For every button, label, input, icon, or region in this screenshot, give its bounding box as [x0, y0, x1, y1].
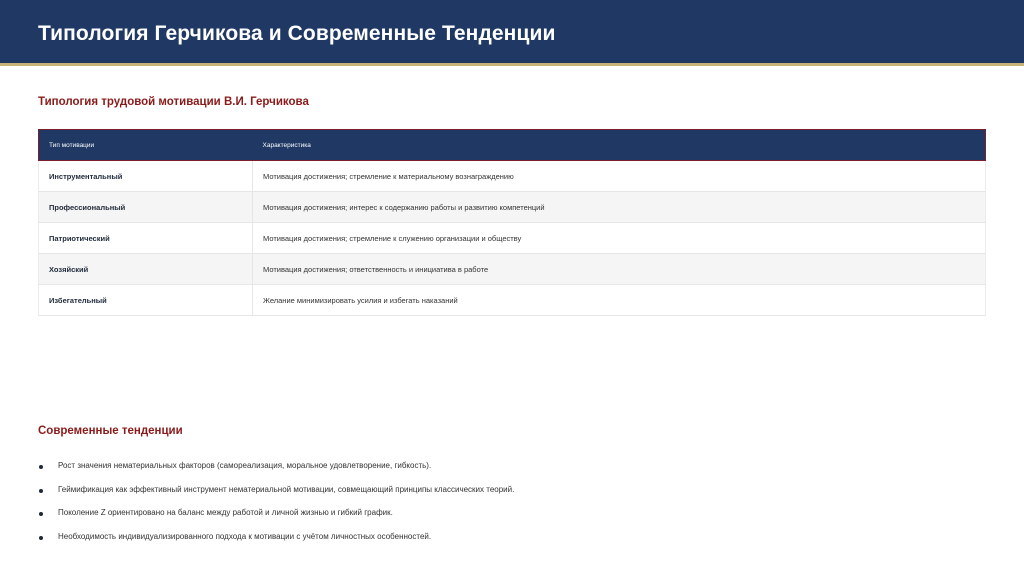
table-header-row — [39, 130, 986, 161]
type-cell: Избегательный — [39, 285, 253, 316]
table-row — [39, 161, 986, 192]
table-row — [39, 285, 986, 316]
list-item-text: Рост значения нематериальных факторов (самореализация, моральное удовлетворение, гибкость). — [58, 461, 432, 470]
column-header-type: Тип мотивации — [39, 130, 253, 161]
type-cell: Инструментальный — [39, 161, 253, 192]
table-row — [39, 254, 986, 285]
description-cell: Мотивация достижения; стремление к служению организации и обществу — [253, 223, 986, 254]
table-row — [39, 192, 986, 223]
column-header-description: Характеристика — [253, 130, 986, 161]
type-cell: Хозяйский — [39, 254, 253, 285]
bullet-icon — [39, 512, 43, 516]
bullet-icon — [39, 489, 43, 493]
trends-list — [38, 456, 978, 550]
table-row — [39, 223, 986, 254]
section-title-typology: Типология трудовой мотивации В.И. Герчикова — [38, 96, 309, 108]
list-item-text: Геймификация как эффективный инструмент нематериальной мотивации, совмещающий принципы классических теорий. — [58, 484, 515, 494]
motivation-table — [38, 129, 986, 316]
list-item — [38, 527, 978, 551]
bullet-icon — [39, 465, 43, 469]
section-title-trends: Современные тенденции — [38, 425, 183, 437]
description-cell: Желание минимизировать усилия и избегать наказаний — [253, 285, 986, 316]
list-item — [38, 480, 978, 504]
type-cell: Профессиональный — [39, 192, 253, 223]
list-item — [38, 456, 978, 480]
header-bar — [0, 0, 1024, 66]
list-item-text: Поколение Z ориентировано на баланс между работой и личной жизнью и гибкий график. — [58, 508, 393, 517]
description-cell: Мотивация достижения; ответственность и инициатива в работе — [253, 254, 986, 285]
description-cell: Мотивация достижения; интерес к содержанию работы и развитию компетенций — [253, 192, 986, 223]
list-item-text: Необходимость индивидуализированного подхода к мотивации с учётом личностных особенностей. — [58, 531, 432, 541]
type-cell: Патриотический — [39, 223, 253, 254]
list-item — [38, 503, 978, 527]
bullet-icon — [39, 536, 43, 540]
page-title: Типология Герчикова и Современные Тенденции — [38, 22, 556, 45]
description-cell: Мотивация достижения; стремление к материальному вознаграждению — [253, 161, 986, 192]
